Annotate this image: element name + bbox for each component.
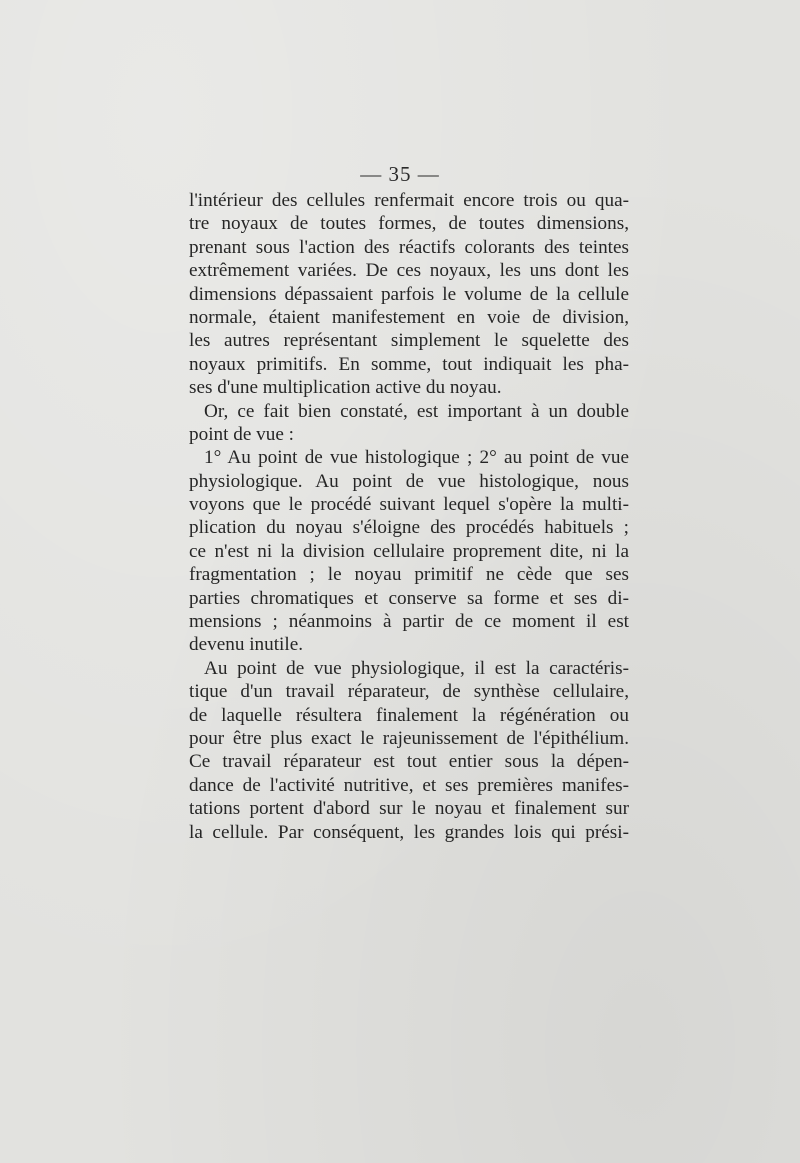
text-line: de laquelle résultera finalement la régénération ou: [189, 704, 629, 726]
text-line: mensions ; néanmoins à partir de ce moment il est: [189, 611, 629, 633]
text-line: fragmentation ; le noyau primitif ne cède que ses: [189, 564, 629, 586]
text-line: pour être plus exact le rajeunissement de l'épithélium.: [189, 727, 629, 749]
body-text: [189, 189, 629, 844]
text-line: tations portent d'abord sur le noyau et finalement sur: [189, 798, 629, 820]
text-line: 1° Au point de vue histologique ; 2° au point de vue: [204, 447, 629, 469]
text-line: Ce travail réparateur est tout entier sous la dépen-: [189, 751, 629, 773]
text-line: la cellule. Par conséquent, les grandes lois qui prési-: [189, 821, 629, 843]
text-line: noyaux primitifs. En somme, tout indiquait les pha-: [189, 353, 629, 375]
text-line: tre noyaux de toutes formes, de toutes dimensions,: [189, 213, 629, 235]
text-line: l'intérieur des cellules renfermait encore trois ou qua-: [189, 190, 629, 211]
text-line: Au point de vue physiologique, il est la caractéris-: [204, 657, 629, 679]
text-line: tique d'un travail réparateur, de synthèse cellulaire,: [189, 681, 629, 703]
text-line: dimensions dépassaient parfois le volume de la cellule: [189, 283, 629, 305]
text-line: parties chromatiques et conserve sa forme et ses di-: [189, 587, 629, 609]
text-line: ses d'une multiplication active du noyau.: [189, 377, 502, 399]
text-line: prenant sous l'action des réactifs colorants des teintes: [189, 236, 629, 258]
text-line: devenu inutile.: [189, 634, 304, 656]
text-line: dance de l'activité nutritive, et ses premières manifes-: [189, 774, 629, 796]
text-line: voyons que le procédé suivant lequel s'opère la multi-: [189, 494, 629, 516]
text-line: extrêmement variées. De ces noyaux, les uns dont les: [189, 260, 629, 282]
text-line: point de vue :: [189, 423, 294, 445]
text-line: Or, ce fait bien constaté, est important à un double: [204, 400, 629, 422]
text-line: normale, étaient manifestement en voie de division,: [189, 306, 629, 328]
text-line: les autres représentant simplement le squelette des: [189, 330, 629, 352]
page-number: — 35 —: [360, 162, 440, 186]
text-line: ce n'est ni la division cellulaire proprement dite, ni la: [189, 540, 629, 562]
text-line: physiologique. Au point de vue histologique, nous: [189, 470, 629, 492]
text-line: plication du noyau s'éloigne des procédés habituels ;: [189, 517, 629, 539]
